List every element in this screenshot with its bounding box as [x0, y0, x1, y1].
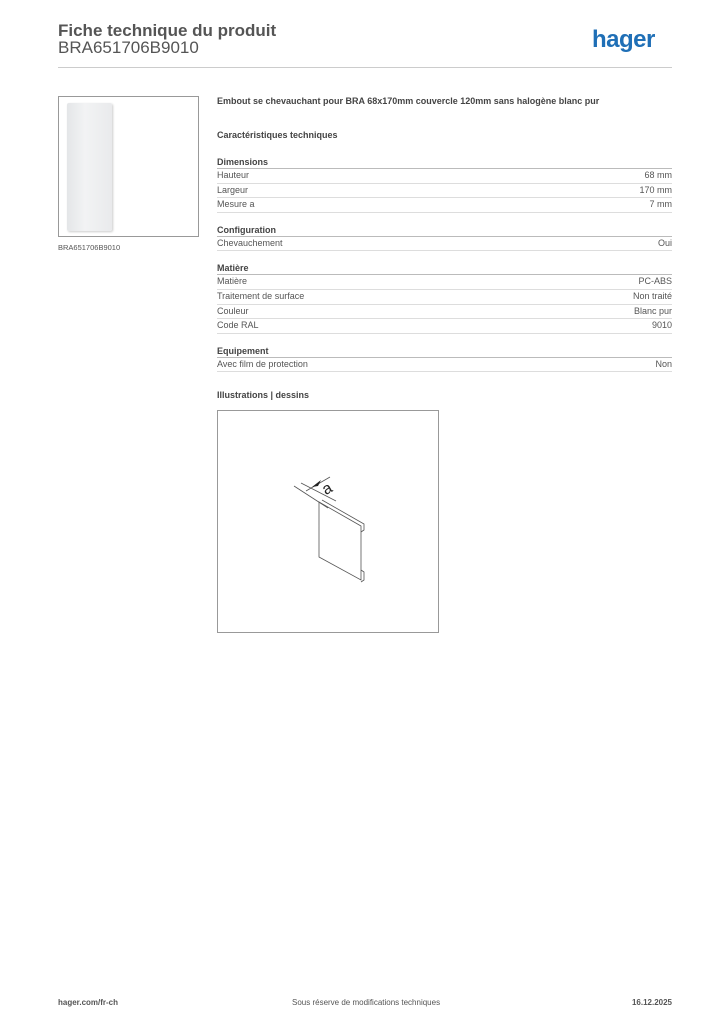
product-description: Embout se chevauchant pour BRA 68x170mm couvercle 120mm sans halogène blanc pur [217, 96, 600, 106]
dimension-label-a: a [319, 479, 336, 499]
spec-row [217, 290, 672, 305]
spec-value: Blanc pur [633, 305, 672, 316]
spec-value: Non [655, 358, 672, 369]
section-title: Configuration [217, 224, 672, 237]
spec-row [217, 184, 672, 199]
illustrations-heading: Illustrations | dessins [217, 390, 310, 401]
tech-heading: Caractéristiques techniques [217, 130, 338, 140]
product-code: BRA651706B9010 [58, 38, 199, 57]
spec-section [217, 262, 672, 333]
spec-label: Largeur [217, 184, 249, 195]
product-image [58, 96, 199, 237]
section-title: Equipement [217, 345, 672, 358]
spec-label: Hauteur [217, 170, 250, 180]
header-divider [58, 67, 672, 68]
dimension-drawing [217, 410, 439, 633]
spec-row [217, 358, 672, 373]
spec-label: Matière [217, 276, 248, 287]
section-title: Matière [217, 262, 672, 275]
spec-section [217, 345, 672, 373]
spec-value: 7 mm [649, 199, 672, 210]
spec-value: Oui [657, 237, 672, 248]
spec-value: PC-ABS [638, 276, 672, 287]
section-title: Dimensions [217, 156, 672, 169]
end-cap-photo [67, 103, 112, 231]
footer-website[interactable]: hager.com/fr-ch [58, 998, 119, 1007]
spec-column [217, 96, 672, 400]
spec-section [217, 224, 672, 252]
spec-label: Chevauchement [217, 237, 283, 248]
spec-row [217, 305, 672, 320]
spec-row [217, 275, 672, 290]
spec-value: 9010 [651, 320, 672, 331]
spec-label: Avec film de protection [217, 358, 308, 369]
spec-row [217, 169, 672, 184]
spec-section [217, 156, 672, 213]
end-cap-drawing [218, 411, 438, 632]
spec-label: Couleur [217, 305, 249, 316]
spec-value: Non traité [632, 290, 672, 301]
spec-row [217, 198, 672, 213]
page-title: Fiche technique du produit [58, 21, 277, 40]
footer-notice: Sous réserve de modifications techniques [292, 998, 441, 1007]
spec-label: Mesure a [217, 199, 255, 210]
spec-label: Code RAL [217, 320, 259, 331]
spec-row [217, 237, 672, 252]
spec-label: Traitement de surface [217, 290, 305, 301]
hager-logo: hager [592, 26, 655, 53]
footer-date: 16.12.2025 [631, 998, 672, 1007]
spec-row [217, 319, 672, 334]
spec-value: 68 mm [644, 170, 672, 180]
spec-value: 170 mm [639, 184, 672, 195]
product-image-caption: BRA651706B9010 [58, 243, 121, 252]
spec-sections [217, 156, 672, 372]
